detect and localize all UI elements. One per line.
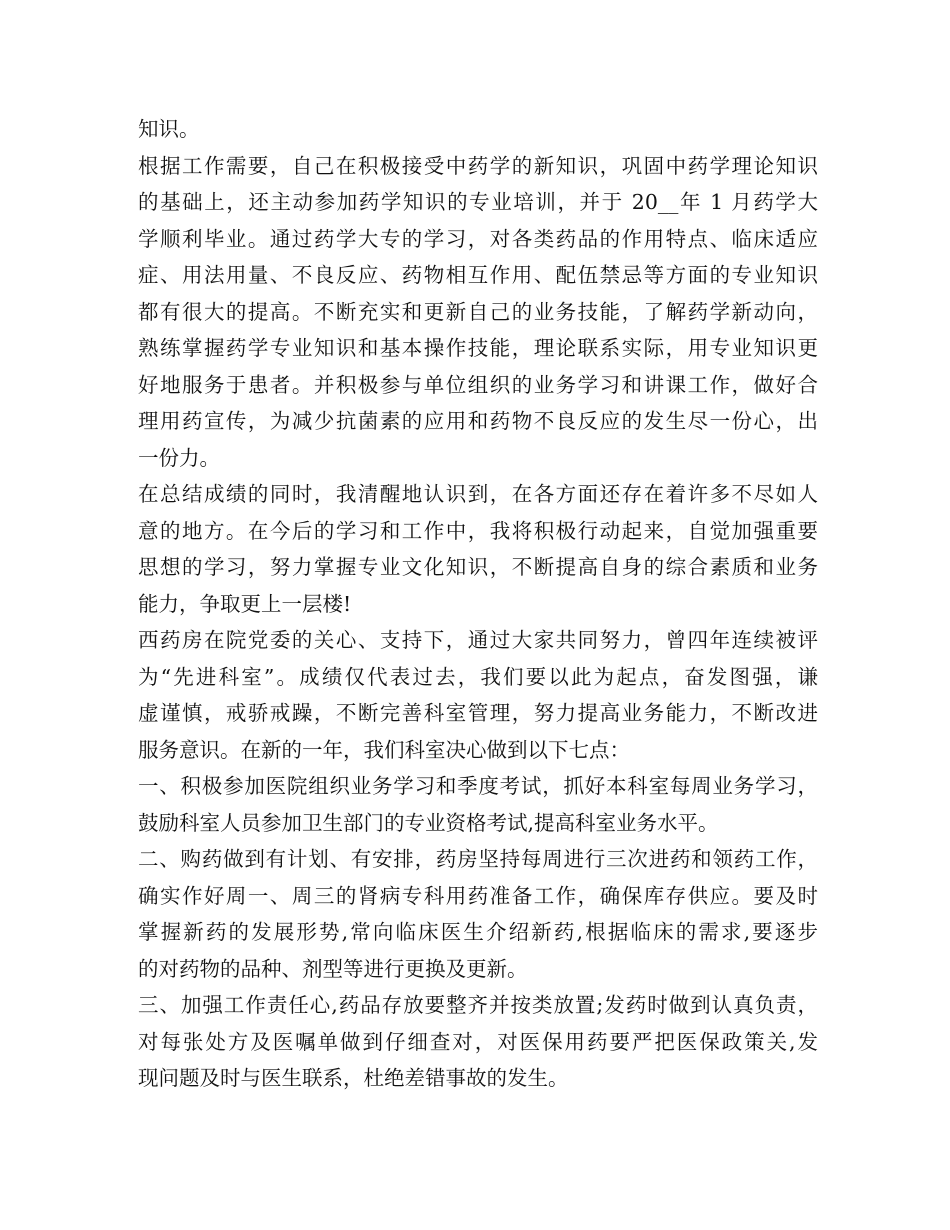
paragraph-7 [138,987,818,1097]
text-line: 理用药宣传，为减少抗菌素的应用和药物不良反应的发生尽一份心，出 [138,409,818,433]
text-line: 掌握新药的发展形势,常向临床医生介绍新药,根据临床的需求,要逐步 [138,920,818,944]
text-line: 对每张处方及医嘱单做到仔细查对，对医保用药要严把医保政策关,发 [138,1029,818,1054]
paragraph-4 [138,622,818,768]
text-line: 意的地方。在今后的学习和工作中，我将积极行动起来，自觉加强重要 [138,518,818,543]
text-line: 都有很大的提高。不断充实和更新自己的业务技能，了解药学新动向， [138,299,818,324]
text-line: 三、加强工作责任心,药品存放要整齐并按类放置;发药时做到认真负责， [138,993,818,1017]
text-line: 症、用法用量、不良反应、药物相互作用、配伍禁忌等方面的专业知识 [138,263,818,287]
text-line: 在总结成绩的同时，我清醒地认识到，在各方面还存在着许多不尽如人 [138,482,818,506]
text-line: 一份力。 [138,445,220,470]
text-line: 学顺利毕业。通过药学大专的学习，对各类药品的作用特点、临床适应 [138,226,818,251]
text-line: 现问题及时与医生联系，杜绝差错事故的发生。 [138,1066,569,1090]
text-line: 能力，争取更上一层楼! [138,591,352,616]
text-line: 的基础上，还主动参加药学知识的专业培训，并于 20__年 1 月药学大 [138,190,818,214]
paragraph-1 [138,111,818,148]
text-line: 二、购药做到有计划、有安排，药房坚持每周进行三次进药和领药工作， [138,847,818,871]
text-line: 思想的学习，努力掌握专业文化知识，不断提高自身的综合素质和业务 [138,555,818,579]
text-line: 根据工作需要，自己在积极接受中药学的新知识，巩固中药学理论知识 [138,153,818,178]
text-line: 为“先进科室”。成绩仅代表过去，我们要以此为起点，奋发图强，谦 [138,664,818,689]
text-line: 虚谨慎，戒骄戒躁，不断完善科室管理，努力提高业务能力，不断改进 [138,701,818,725]
text-line: 熟练掌握药学专业知识和基本操作技能，理论联系实际，用专业知识更 [138,336,818,360]
paragraph-2 [138,148,818,477]
paragraph-3 [138,476,818,622]
text-line: 鼓励科室人员参加卫生部门的专业资格考试,提高科室业务水平。 [138,810,719,835]
text-line: 的对药物的品种、剂型等进行更换及更新。 [138,956,528,981]
document-body [138,111,818,1097]
paragraph-6 [138,841,818,987]
text-line: 一、积极参加医院组织业务学习和季度考试，抓好本科室每周业务学习， [138,774,818,798]
text-line: 服务意识。在新的一年，我们科室决心做到以下七点： [138,737,630,762]
paragraph-5 [138,768,818,841]
text-line: 知识。 [138,117,200,141]
text-line: 西药房在院党委的关心、支持下，通过大家共同努力，曾四年连续被评 [138,628,818,652]
text-line: 确实作好周一、周三的肾病专科用药准备工作，确保库存供应。要及时 [138,883,818,908]
text-line: 好地服务于患者。并积极参与单位组织的业务学习和讲课工作，做好合 [138,372,818,397]
